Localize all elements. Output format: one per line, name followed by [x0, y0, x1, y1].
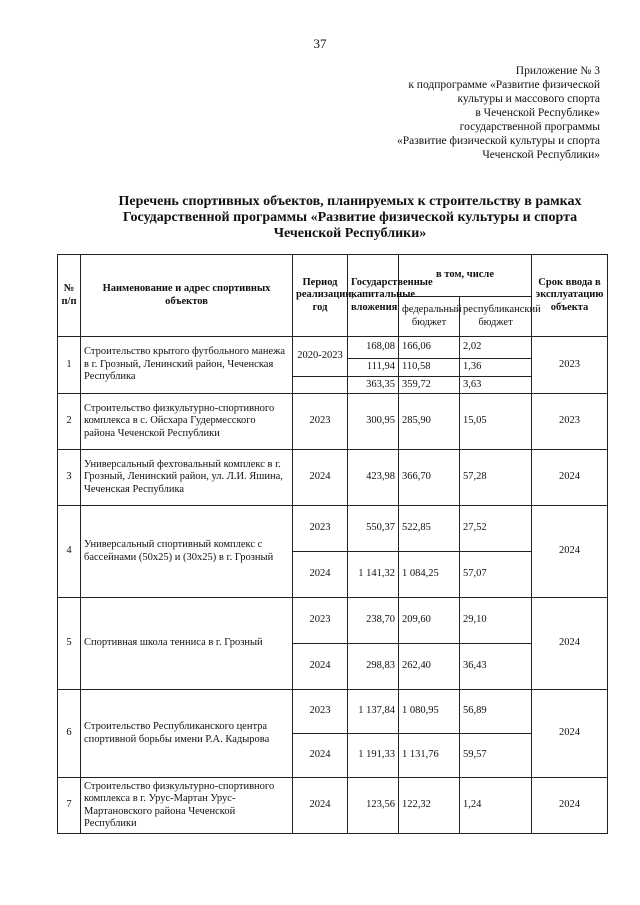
republic-cell: 57,28 — [460, 450, 532, 506]
term-cell: 2024 — [532, 450, 608, 506]
republic-cell: 1,24 — [460, 778, 532, 834]
document-title — [70, 194, 630, 242]
appendix-line: «Развитие физической культуры и спорта — [397, 135, 600, 147]
capital-cell: 1 191,33 — [348, 734, 399, 778]
row-num: 7 — [58, 778, 81, 834]
federal-cell: 122,32 — [399, 778, 460, 834]
row-num: 6 — [58, 690, 81, 778]
federal-cell: 1 080,95 — [399, 690, 460, 734]
capital-cell: 300,95 — [348, 394, 399, 450]
federal-cell: 359,72 — [399, 376, 460, 394]
appendix-block — [340, 64, 600, 162]
period-cell: 2023 — [293, 690, 348, 734]
federal-cell: 1 084,25 — [399, 552, 460, 598]
period-cell: 2024 — [293, 778, 348, 834]
table-row — [58, 690, 608, 734]
header-capital: Государственные капитальные вложения — [348, 255, 399, 337]
republic-cell: 3,63 — [460, 376, 532, 394]
sports-objects-table — [57, 254, 608, 834]
capital-cell: 423,98 — [348, 450, 399, 506]
object-name: Универсальный фехтовальный комплекс в г. Грозный, Ленинский район, ул. Л.И. Яшина, Чеченская Республика — [81, 450, 293, 506]
republic-cell: 57,07 — [460, 552, 532, 598]
object-name: Строительство физкультурно-спортивного комплекса в с. Ойсхара Гудермесского района Чеченской Республики — [81, 394, 293, 450]
federal-cell: 110,58 — [399, 359, 460, 377]
header-including: в том, числе — [399, 255, 532, 297]
object-name: Строительство Республиканского центра спортивной борьбы имени Р.А. Кадырова — [81, 690, 293, 778]
capital-cell: 238,70 — [348, 598, 399, 644]
header-federal: федеральный бюджет — [399, 297, 460, 337]
page-number: 37 — [313, 36, 327, 51]
republic-cell: 59,57 — [460, 734, 532, 778]
period-cell: 2023 — [293, 506, 348, 552]
term-cell: 2023 — [532, 337, 608, 394]
federal-cell: 209,60 — [399, 598, 460, 644]
period-cell: 2024 — [293, 552, 348, 598]
period-cell-empty — [293, 376, 348, 394]
title-line: Чеченской Республики» — [273, 226, 427, 241]
object-name: Строительство физкультурно-спортивного комплекса в г. Урус-Мартан Урус-Мартановского района Чеченской Республики — [81, 778, 293, 834]
federal-cell: 166,06 — [399, 337, 460, 359]
republic-cell: 27,52 — [460, 506, 532, 552]
appendix-line: Чеченской Республики» — [482, 149, 600, 161]
term-cell: 2024 — [532, 598, 608, 690]
republic-cell: 1,36 — [460, 359, 532, 377]
republic-cell: 15,05 — [460, 394, 532, 450]
republic-cell: 36,43 — [460, 644, 532, 690]
capital-cell: 363,35 — [348, 376, 399, 394]
row-num: 2 — [58, 394, 81, 450]
republic-cell: 29,10 — [460, 598, 532, 644]
republic-cell: 2,02 — [460, 337, 532, 359]
capital-cell: 123,56 — [348, 778, 399, 834]
table-row — [58, 506, 608, 552]
capital-cell: 168,08 — [348, 337, 399, 359]
federal-cell: 1 131,76 — [399, 734, 460, 778]
term-cell: 2023 — [532, 394, 608, 450]
table-row — [58, 450, 608, 506]
table-row — [58, 778, 608, 834]
term-cell: 2024 — [532, 506, 608, 598]
header-term: Срок ввода в эксплуатацию объекта — [532, 255, 608, 337]
table-row — [58, 598, 608, 644]
period-cell: 2023 — [293, 394, 348, 450]
term-cell: 2024 — [532, 778, 608, 834]
federal-cell: 285,90 — [399, 394, 460, 450]
capital-cell: 111,94 — [348, 359, 399, 377]
federal-cell: 262,40 — [399, 644, 460, 690]
title-line: Государственной программы «Развитие физической культуры и спорта — [122, 210, 578, 225]
federal-cell: 366,70 — [399, 450, 460, 506]
appendix-line: государственной программы — [459, 121, 600, 133]
header-period: Период реализации, год — [293, 255, 348, 337]
appendix-line: к подпрограмме «Развитие физической — [408, 79, 600, 91]
period-cell: 2024 — [293, 450, 348, 506]
term-cell: 2024 — [532, 690, 608, 778]
capital-cell: 1 137,84 — [348, 690, 399, 734]
appendix-line: в Чеченской Республике» — [475, 107, 600, 119]
period-cell: 2023 — [293, 598, 348, 644]
row-num: 3 — [58, 450, 81, 506]
row-num: 1 — [58, 337, 81, 394]
row-num: 5 — [58, 598, 81, 690]
row-num: 4 — [58, 506, 81, 598]
header-name: Наименование и адрес спортивных объектов — [81, 255, 293, 337]
header-republic: республиканский бюджет — [460, 297, 532, 337]
object-name: Строительство крытого футбольного манежа в г. Грозный, Ленинский район, Чеченская Республика — [81, 337, 293, 394]
capital-cell: 1 141,32 — [348, 552, 399, 598]
capital-cell: 298,83 — [348, 644, 399, 690]
table-row — [58, 394, 608, 450]
header-num: № п/п — [58, 255, 81, 337]
table-body — [58, 337, 608, 834]
title-line: Перечень спортивных объектов, планируемых к строительству в рамках — [118, 194, 582, 209]
republic-cell: 56,89 — [460, 690, 532, 734]
capital-cell: 550,37 — [348, 506, 399, 552]
appendix-line: культуры и массового спорта — [457, 93, 600, 105]
object-name: Универсальный спортивный комплекс с бассейнами (50x25) и (30x25) в г. Грозный — [81, 506, 293, 598]
period-cell: 2020-2023 — [293, 337, 348, 377]
table-row — [58, 337, 608, 359]
period-cell: 2024 — [293, 734, 348, 778]
period-cell: 2024 — [293, 644, 348, 690]
appendix-line: Приложение № 3 — [515, 65, 600, 77]
federal-cell: 522,85 — [399, 506, 460, 552]
object-name: Спортивная школа тенниса в г. Грозный — [81, 598, 293, 690]
